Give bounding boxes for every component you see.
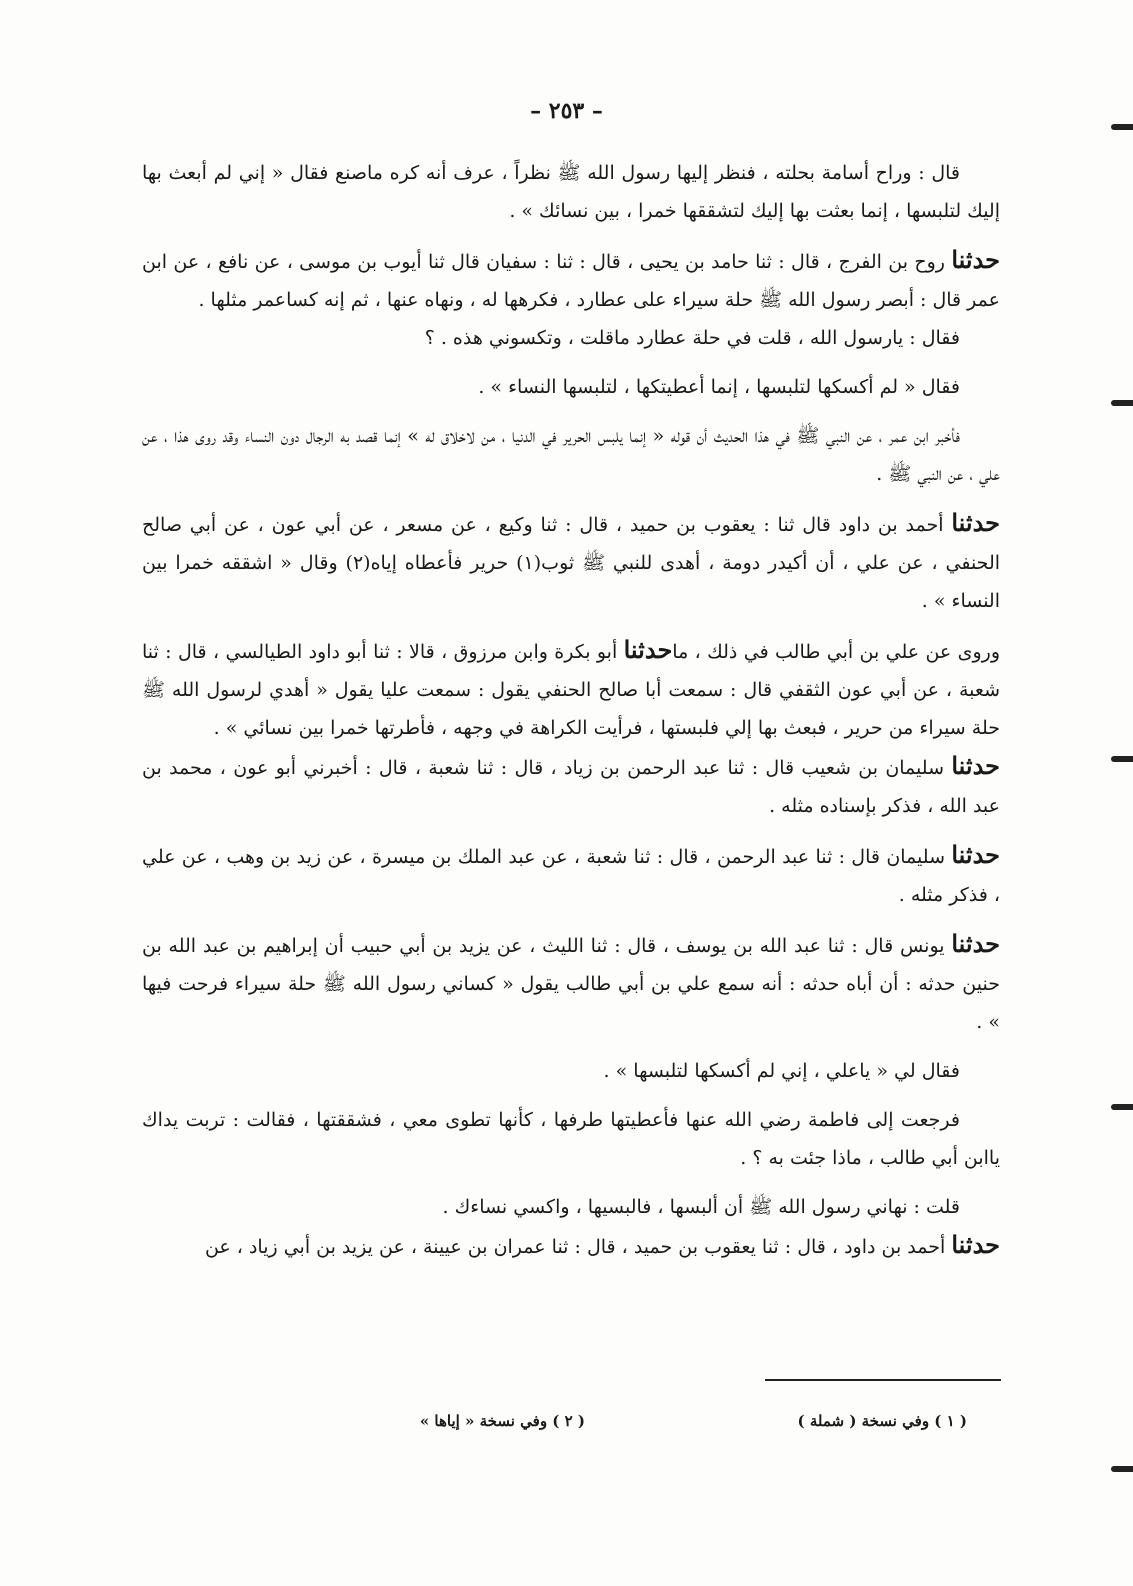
paragraph (142, 504, 1000, 620)
paragraph-text: قال : وراح أسامة بحلته ، فنظر إليها رسول الله ﷺ نظراً ، عرف أنه كره ماصنع فقال « إني لم أبعث بها إليك لتلبسها ، إنما بعثت بها إليك لتشققها خمرا ، بين نسائك » . (142, 162, 1000, 222)
scan-edge-mark (1111, 400, 1133, 406)
paragraph-text: سليمان بن شعيب قال : ثنا عبد الرحمن بن زياد ، قال : ثنا شعبة ، قال : أخبرني أبو عون ، محمد بن عبد الله ، فذكر بإسناده مثله . (142, 757, 1000, 817)
paragraph-gap (142, 1041, 1000, 1052)
footnote-divider (765, 1379, 1001, 1381)
footnote-1: ( ١ ) وفي نسخة ( شملة ) (797, 1412, 967, 1430)
paragraph (142, 241, 1000, 319)
paragraph-gap (142, 1090, 1000, 1101)
main-text (142, 154, 1000, 1266)
paragraph (142, 417, 1000, 493)
paragraph (142, 747, 1000, 825)
scan-edge-mark (1111, 1466, 1133, 1472)
haddathana-keyword: حدثنا (951, 929, 1000, 958)
paragraph-text: قلت : نهاني رسول الله ﷺ أن ألبسها ، فالبسيها ، واكسي نساءك . (442, 1196, 960, 1218)
paragraph-text: يونس قال : ثنا عبد الله بن يوسف ، قال : ثنا الليث ، عن يزيد بن أبي حبيب أن إبراهيم بن عبد الله بن حنين حدثه : أن أباه حدثه : أنه سمع علي بن أبي طالب يقول « كساني رسول الله ﷺ حلة سيراء فرحت فيها » . (142, 935, 1000, 1033)
scan-edge-mark (1111, 756, 1133, 762)
paragraph-gap (142, 357, 1000, 368)
paragraph-text: روح بن الفرج ، قال : ثنا حامد بن يحيى ، قال : ثنا : سفيان قال ثنا أيوب بن موسى ، عن نافع ، عن ابن عمر قال : أبصر رسول الله ﷺ حلة سيراء على عطارد ، فكرهها له ، ونهاه عنها ، ثم إنه كساعمر مثلها . (142, 251, 1000, 311)
paragraph-text: فقال « لم أكسكها لتلبسها ، إنما أعطيتكها ، لتلبسها النساء » . (478, 376, 960, 398)
paragraph-gap (142, 825, 1000, 836)
haddathana-keyword: حدثنا (951, 1230, 1000, 1259)
paragraph-text: أبو بكرة وابن مرزوق ، قالا : ثنا أبو داود الطيالسي ، قال : ثنا شعبة ، عن أبي عون الثقفي قال : سمعت أبا صالح الحنفي يقول : سمعت عليا يقول « أهدي لرسول الله ﷺ حلة سيراء من حرير ، فبعث بها إلي فلبستها ، فرأيت الكراهة في وجهه ، فأطرتها خمرا بين نسائي » . (142, 641, 1000, 739)
paragraph (142, 368, 1000, 406)
paragraph (142, 1052, 1000, 1090)
paragraph (142, 319, 1000, 357)
paragraph-text: سليمان قال : ثنا عبد الرحمن ، قال : ثنا شعبة ، عن عبد الملك بن ميسرة ، عن زيد بن وهب ، عن علي ، فذكر مثله . (142, 846, 1000, 906)
scan-edge-mark (1111, 1104, 1133, 1110)
paragraph-text: أحمد بن داود قال ثنا : يعقوب بن حميد ، قال : ثنا وكيع ، عن مسعر ، عن أبي عون ، عن أبي صالح الحنفي ، عن علي ، أن أكيدر دومة ، أهدى للنبي ﷺ ثوب(١) حرير فأعطاه إياه(٢) وقال « اشققه خمرا بين النساء » . (142, 514, 1001, 612)
paragraph (142, 154, 1000, 230)
paragraph-gap (142, 1177, 1000, 1188)
paragraph-text: فرجعت إلى فاطمة رضي الله عنها فأعطيتها طرفها ، كأنها تطوى معي ، فشققتها ، فقالت : تربت يداك ياابن أبي طالب ، ماذا جئت به ؟ . (142, 1109, 1000, 1169)
haddathana-keyword: حدثنا (951, 840, 1000, 869)
paragraph (142, 925, 1000, 1041)
paragraph-text: فأخبر ابن عمر ، عن النبي ﷺ في هذا الحديث أن قوله « إنما يلبس الحرير في الدنيا ، من لاخلاق له » إنما قصد به الرجال دون النساء وقد روى هذا ، عن علي ، عن النبي ﷺ . (142, 425, 1000, 485)
paragraph (142, 631, 1000, 747)
scan-edge-mark (1111, 124, 1133, 130)
paragraph (142, 836, 1000, 914)
paragraph-gap (142, 914, 1000, 925)
paragraph-text: فقال : يارسول الله ، قلت في حلة عطارد ماقلت ، وتكسوني هذه . ؟ (424, 327, 960, 349)
paragraph-gap (142, 230, 1000, 241)
haddathana-keyword: حدثنا (623, 635, 673, 664)
paragraph-gap (142, 620, 1000, 631)
paragraph-text: فقال لي « ياعلي ، إني لم أكسكها لتلبسها » . (603, 1060, 960, 1082)
paragraph-text: أحمد بن داود ، قال : ثنا يعقوب بن حميد ، قال : ثنا عمران بن عيينة ، عن يزيد بن أبي زياد ، عن (204, 1236, 946, 1258)
haddathana-keyword: حدثنا (951, 751, 1000, 780)
paragraph-gap (142, 493, 1000, 504)
haddathana-keyword: حدثنا (951, 245, 1000, 274)
paragraph (142, 1188, 1000, 1226)
paragraph-gap (142, 406, 1000, 417)
paragraph (142, 1226, 1000, 1266)
haddathana-keyword: حدثنا (951, 508, 1001, 537)
paragraph-text: وروى عن علي بن أبي طالب في ذلك ، ما (672, 641, 1001, 663)
paragraph (142, 1101, 1000, 1177)
page-number: – ٢٥٣ – (530, 98, 603, 124)
footnote-2: ( ٢ ) وفي نسخة « إياها » (419, 1412, 585, 1430)
